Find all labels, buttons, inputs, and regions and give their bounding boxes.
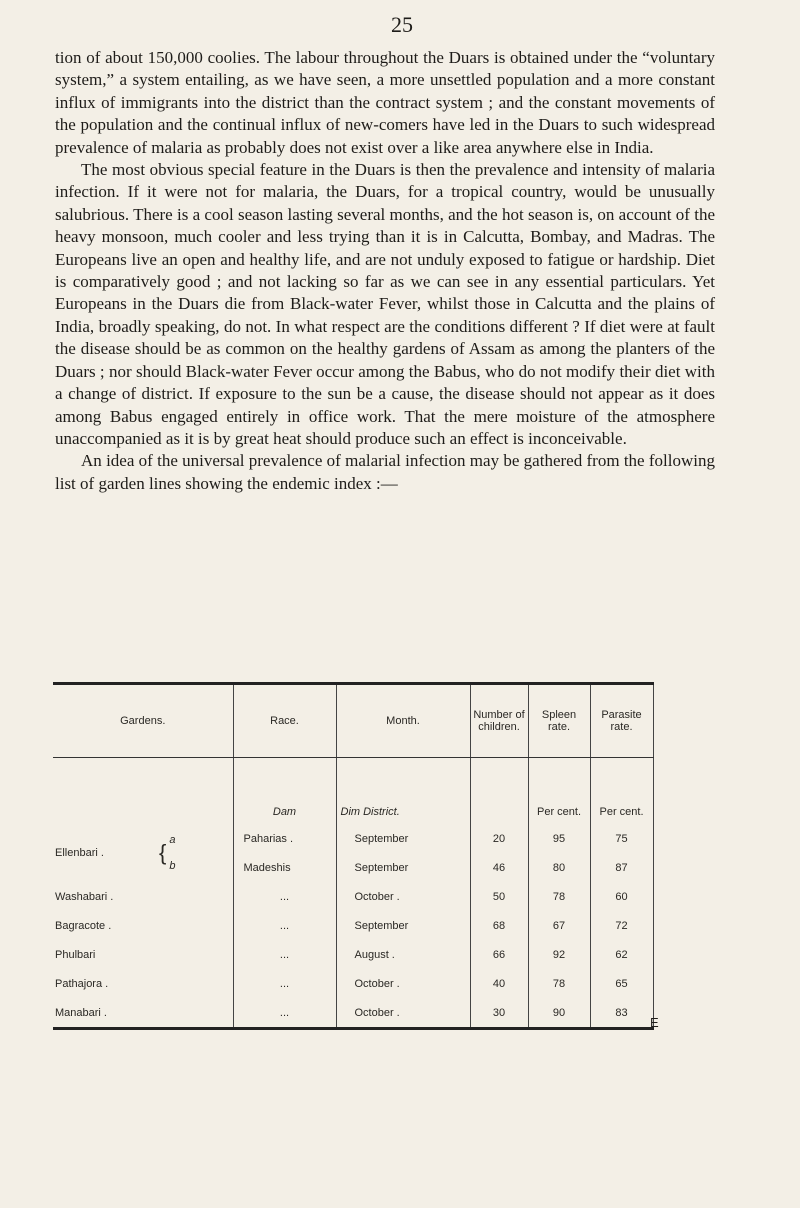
paragraph-2: The most obvious special feature in the Duars is then the prevalence and intensity of malaria infection. If it were not for malaria, the Duars, for a tropical country, would be unusually salubrious. There is a cool season lasting several months, and the hot season is, on account of the heavy monsoon, much cooler and less trying than it is in Calcutta, Bombay, and Madras. The Europeans live an open and healthy life, and are not unduly exposed to fatigue or hardship. Diet is comparatively good ; and not lacking so far as we can see in any essential particulars. Yet Europeans in the Duars die from Black-water Fever, whilst those in Calcutta and the plains of India, broadly speaking, do not. In what respect are the conditions different ? If diet were at fault the disease should be as common on the healthy gardens of Assam as among the planters of the Duars ; nor should Black-water Fever occur among the Babus, who do not modify their diet with a change of district. If exposure to the sun be a cause, the disease should not appear as it does among Babus engaged entirely in office work. That the mere moisture of the atmosphere unaccompanied as it is by great heat should produce such an effect is inconceivable. (55, 160, 715, 448)
garden-name: Manabari . (53, 998, 233, 1029)
parasite-cell: 75 (590, 824, 653, 853)
unit-race: Dam (233, 758, 336, 825)
table-row (53, 940, 653, 969)
body-text (55, 47, 715, 495)
race-cell: Paharias . (233, 824, 336, 853)
number-cell: 30 (470, 998, 528, 1029)
race-cell: ... (233, 998, 336, 1029)
spleen-cell: 78 (528, 882, 590, 911)
header-race: Race. (233, 684, 336, 758)
garden-name: Phulbari (53, 940, 233, 969)
endemic-index-table (53, 682, 653, 1030)
table-row (53, 911, 653, 940)
month-cell: September (336, 853, 470, 882)
parasite-cell: 60 (590, 882, 653, 911)
race-cell: ... (233, 969, 336, 998)
parasite-cell: 87 (590, 853, 653, 882)
parasite-cell: 83 (590, 998, 653, 1029)
garden-name: Ellenbari . (55, 846, 104, 859)
month-cell: September (336, 824, 470, 853)
number-cell: 50 (470, 882, 528, 911)
month-cell: August . (336, 940, 470, 969)
garden-sub-a: a (169, 834, 176, 846)
spleen-cell: 67 (528, 911, 590, 940)
garden-sub-b: b (169, 860, 176, 872)
garden-name: Bagracote . (53, 911, 233, 940)
header-parasite: Parasite rate. (590, 684, 653, 758)
header-month: Month. (336, 684, 470, 758)
garden-name: Washabari . (53, 882, 233, 911)
race-cell: ... (233, 940, 336, 969)
header-spleen: Spleen rate. (528, 684, 590, 758)
spleen-cell: 92 (528, 940, 590, 969)
table-row (53, 998, 653, 1029)
number-cell: 68 (470, 911, 528, 940)
garden-cell (53, 824, 233, 882)
signature-mark: E (650, 1015, 659, 1030)
spleen-cell: 95 (528, 824, 590, 853)
month-cell: October . (336, 998, 470, 1029)
month-cell: September (336, 911, 470, 940)
brace-glyph: { (158, 840, 167, 865)
header-number: Number of children. (470, 684, 528, 758)
number-cell: 46 (470, 853, 528, 882)
spleen-cell: 80 (528, 853, 590, 882)
table-row (53, 969, 653, 998)
number-cell: 20 (470, 824, 528, 853)
unit-spleen: Per cent. (528, 758, 590, 825)
parasite-cell: 62 (590, 940, 653, 969)
race-cell: ... (233, 911, 336, 940)
month-cell: October . (336, 969, 470, 998)
paragraph-1: tion of about 150,000 coolies. The labour throughout the Duars is obtained under the “voluntary system,” a system entailing, as we have seen, a more unsettled population and a more constant influx of immigrants into the district than the contract system ; and the constant movements of the population and the continual influx of new-comers have led in the Duars to such widespread prevalence of malaria as probably does not exist over a like area anywhere else in India. (55, 48, 715, 157)
race-cell: ... (233, 882, 336, 911)
units-row (53, 758, 653, 825)
month-cell: October . (336, 882, 470, 911)
spleen-cell: 90 (528, 998, 590, 1029)
header-gardens: Gardens. (53, 684, 233, 758)
race-cell: Madeshis (233, 853, 336, 882)
spleen-cell: 78 (528, 969, 590, 998)
table-row (53, 882, 653, 911)
parasite-cell: 72 (590, 911, 653, 940)
number-cell: 66 (470, 940, 528, 969)
table-row (53, 824, 653, 853)
garden-name: Pathajora . (53, 969, 233, 998)
parasite-cell: 65 (590, 969, 653, 998)
number-cell: 40 (470, 969, 528, 998)
paragraph-3: An idea of the universal prevalence of malarial infection may be gathered from the following list of garden lines showing the endemic index :— (55, 451, 715, 493)
page-number: 25 (391, 12, 413, 37)
unit-parasite: Per cent. (590, 758, 653, 825)
table-header-row (53, 684, 653, 758)
unit-month: Dim District. (336, 758, 470, 825)
